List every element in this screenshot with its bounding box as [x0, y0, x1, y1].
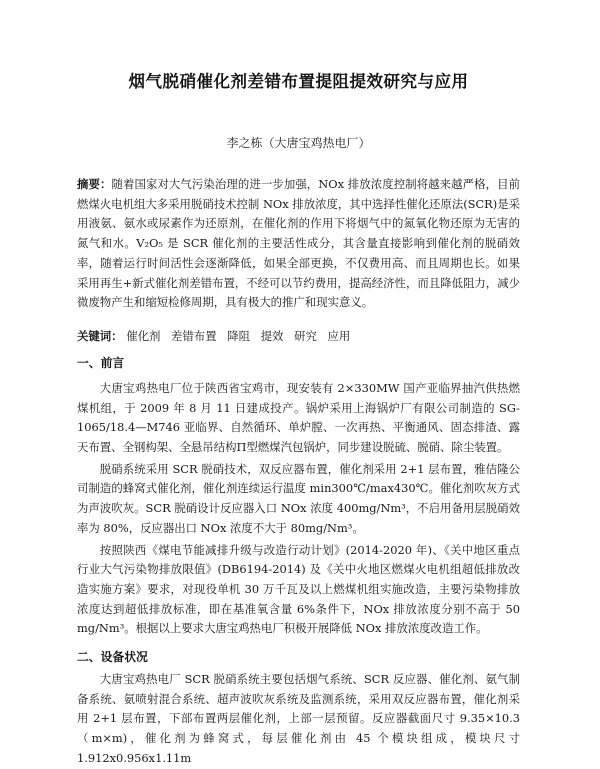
keyword: 提效 — [260, 328, 284, 343]
keyword: 应用 — [327, 328, 351, 343]
keywords — [77, 327, 520, 345]
keyword: 差错布置 — [171, 328, 217, 343]
paper-title: 烟气脱硝催化剂差错布置提阻提效研究与应用 — [128, 72, 469, 91]
body-paragraph: 按照陕西《煤电节能减排升级与改造行动计划》(2014-2020 年)、《关中地区重点行业大气污染物排放限值》(DB6194-2014) 及《关中火地区燃煤火电机组超低排放改造实施方案》要求，对现役单机 30 万千瓦及以上燃煤机组实施改造，主要污染物排放浓度达到超低排放标准，即在基准氧含量 6%条件下，NOx 排放浓度分别不高于 50 mg/Nm³。根据以上要求大唐宝鸡热电厂积极开展降低 NOx 排放浓度改造工作。 — [77, 542, 520, 636]
keywords-label: 关键词： — [77, 328, 123, 343]
body-paragraph: 大唐宝鸡热电厂位于陕西省宝鸡市，现安装有 2×330MW 国产亚临界抽汽供热燃煤机组，于 2009 年 8 月 11 日建成投产。锅炉采用上海锅炉厂有限公司制造的 SG-1065/18.4—M746 亚临界、自然循环、单炉膛、一次再热、平衡通风、固态排渣、露天布置、全钢构架、全悬吊结构Π型燃煤汽包锅炉，同步建设脱硫、脱硝、除尘装置。 — [77, 380, 520, 455]
body-paragraph: 大唐宝鸡热电厂 SCR 脱硝系统主要包括烟气系统、SCR 反应器、催化剂、氨气制备系统、氨喷射混合系统、超声波吹灰系统及监测系统，采用双反应器布置，催化剂采用 2+1 层布置，下部布置两层催化剂，上部一层预留。反应器截面尺寸 9.35×10.3（m×m)，催化剂为蜂窝式，每层催化剂由 45 个模块组成，模块尺寸 1.912x0.956x1.11m — [77, 672, 520, 765]
body-paragraph: 脱硝系统采用 SCR 脱硝技术，双反应器布置，催化剂采用 2+1 层布置，雅佶隆公司制造的蜂窝式催化剂，催化剂连续运行温度 min300℃/max430℃。催化剂吹灰方式为声波吹灰。SCR 脱硝设计反应器入口 NOx 浓度 400mg/Nm³，不启用备用层脱硝效率为 80%，反应器出口 NOx 浓度不大于 80mg/Nm³。 — [77, 461, 520, 535]
author-line: 李之栋（大唐宝鸡热电厂） — [226, 136, 371, 150]
section-heading-preface: 一、前言 — [77, 355, 125, 370]
abstract-text: 随着国家对大气污染治理的进一步加强，NOx 排放浓度控制将越来越严格，目前燃煤火电机组大多采用脱硝技术控制 NOx 排放浓度，其中选择性催化还原法(SCR)是采用液氨、氨水或尿素作为还原剂，在催化剂的作用下将烟气中的氮氧化物还原为无害的氮气和水。V₂O₅ 是 SCR 催化剂的主要活性成分，其含量直接影响到催化剂的脱硝效率，随着运行时间活性会逐渐降低，如果全部更换，不仅费用高、而且周期也长。如果采用再生+新式催化剂差错布置，不经可以节约费用，提高经济性，而且降低阻力，减少微废物产生和缩短检修周期，具有极大的推广和现实意义。 — [77, 177, 520, 310]
keyword: 降阻 — [227, 328, 251, 343]
section-heading-equipment: 二、设备状况 — [77, 650, 148, 665]
keyword: 催化剂 — [126, 328, 161, 343]
abstract — [77, 175, 520, 313]
keyword: 研究 — [294, 328, 317, 343]
abstract-label: 摘要： — [77, 177, 112, 191]
